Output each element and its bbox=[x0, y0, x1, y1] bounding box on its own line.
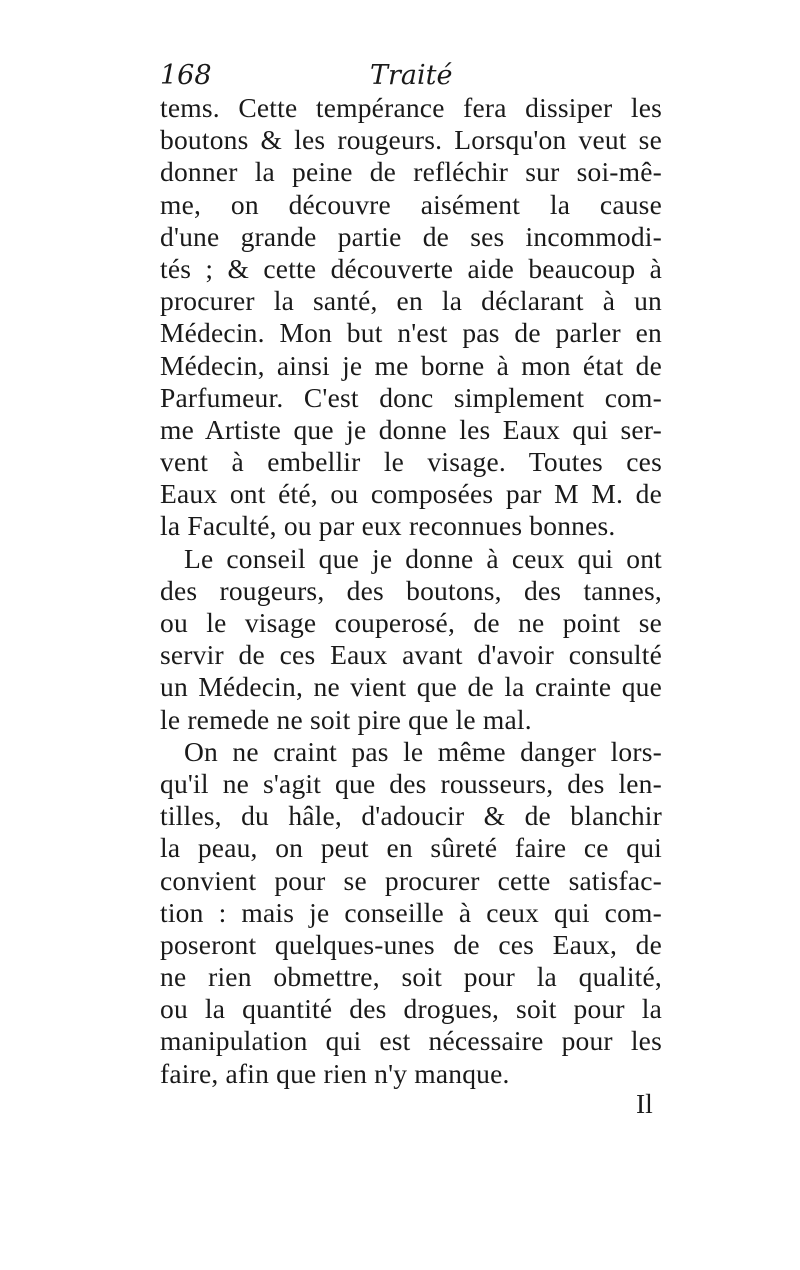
text-line: On ne craint pas le même danger lors- bbox=[184, 735, 662, 767]
text-line: Eaux ont été, ou composées par M M. de bbox=[160, 478, 662, 510]
text-line: Le conseil que je donne à ceux qui ont bbox=[184, 542, 662, 574]
text-line: tés ; & cette découverte aide beaucoup à bbox=[160, 252, 662, 284]
text-line: me, on découvre aisément la cause bbox=[160, 188, 662, 220]
text-line: tion : mais je conseille à ceux qui com- bbox=[160, 896, 662, 928]
text-line: des rougeurs, des boutons, des tannes, bbox=[160, 574, 662, 606]
running-title: Traité bbox=[370, 60, 453, 91]
page-header bbox=[160, 58, 660, 94]
text-line: faire, afin que rien n'y manque. bbox=[160, 1057, 510, 1089]
text-line: le remede ne soit pire que le mal. bbox=[160, 703, 532, 735]
text-line: la peau, on peut en sûreté faire ce qui bbox=[160, 832, 662, 864]
text-line: servir de ces Eaux avant d'avoir consulté bbox=[160, 639, 662, 671]
text-line: poseront quelques-unes de ces Eaux, de bbox=[160, 928, 662, 960]
text-line: convient pour se procurer cette satisfac- bbox=[160, 864, 662, 896]
text-line: manipulation qui est nécessaire pour les bbox=[160, 1025, 662, 1057]
text-line: me Artiste que je donne les Eaux qui ser- bbox=[160, 413, 662, 445]
text-line: Parfumeur. C'est donc simplement com- bbox=[160, 381, 662, 413]
text-line: tilles, du hâle, d'adoucir & de blanchir bbox=[160, 800, 662, 832]
text-line: procurer la santé, en la déclarant à un bbox=[160, 285, 662, 317]
text-line: Médecin, ainsi je me borne à mon état de bbox=[160, 349, 662, 381]
text-line: ne rien obmettre, soit pour la qualité, bbox=[160, 961, 662, 993]
text-line: Médecin. Mon but n'est pas de parler en bbox=[160, 317, 662, 349]
text-line: boutons & les rougeurs. Lorsqu'on veut se bbox=[160, 124, 662, 156]
text-line: d'une grande partie de ses incommodi- bbox=[160, 220, 662, 252]
text-line: ou la quantité des drogues, soit pour la bbox=[160, 993, 662, 1025]
catchword: Il bbox=[636, 1088, 653, 1119]
text-line: un Médecin, ne vient que de la crainte que bbox=[160, 671, 662, 703]
text-line: tems. Cette tempérance fera dissiper les bbox=[160, 92, 662, 123]
page-number: 168 bbox=[160, 60, 212, 91]
text-line: qu'il ne s'agit que des rousseurs, des len- bbox=[160, 767, 662, 799]
text-line: vent à embellir le visage. Toutes ces bbox=[160, 446, 662, 478]
body-text bbox=[160, 92, 662, 1090]
text-line: la Faculté, ou par eux reconnues bonnes. bbox=[160, 510, 616, 542]
text-line: ou le visage couperosé, de ne point se bbox=[160, 607, 662, 638]
text-line: donner la peine de refléchir sur soi-mê- bbox=[160, 156, 662, 188]
